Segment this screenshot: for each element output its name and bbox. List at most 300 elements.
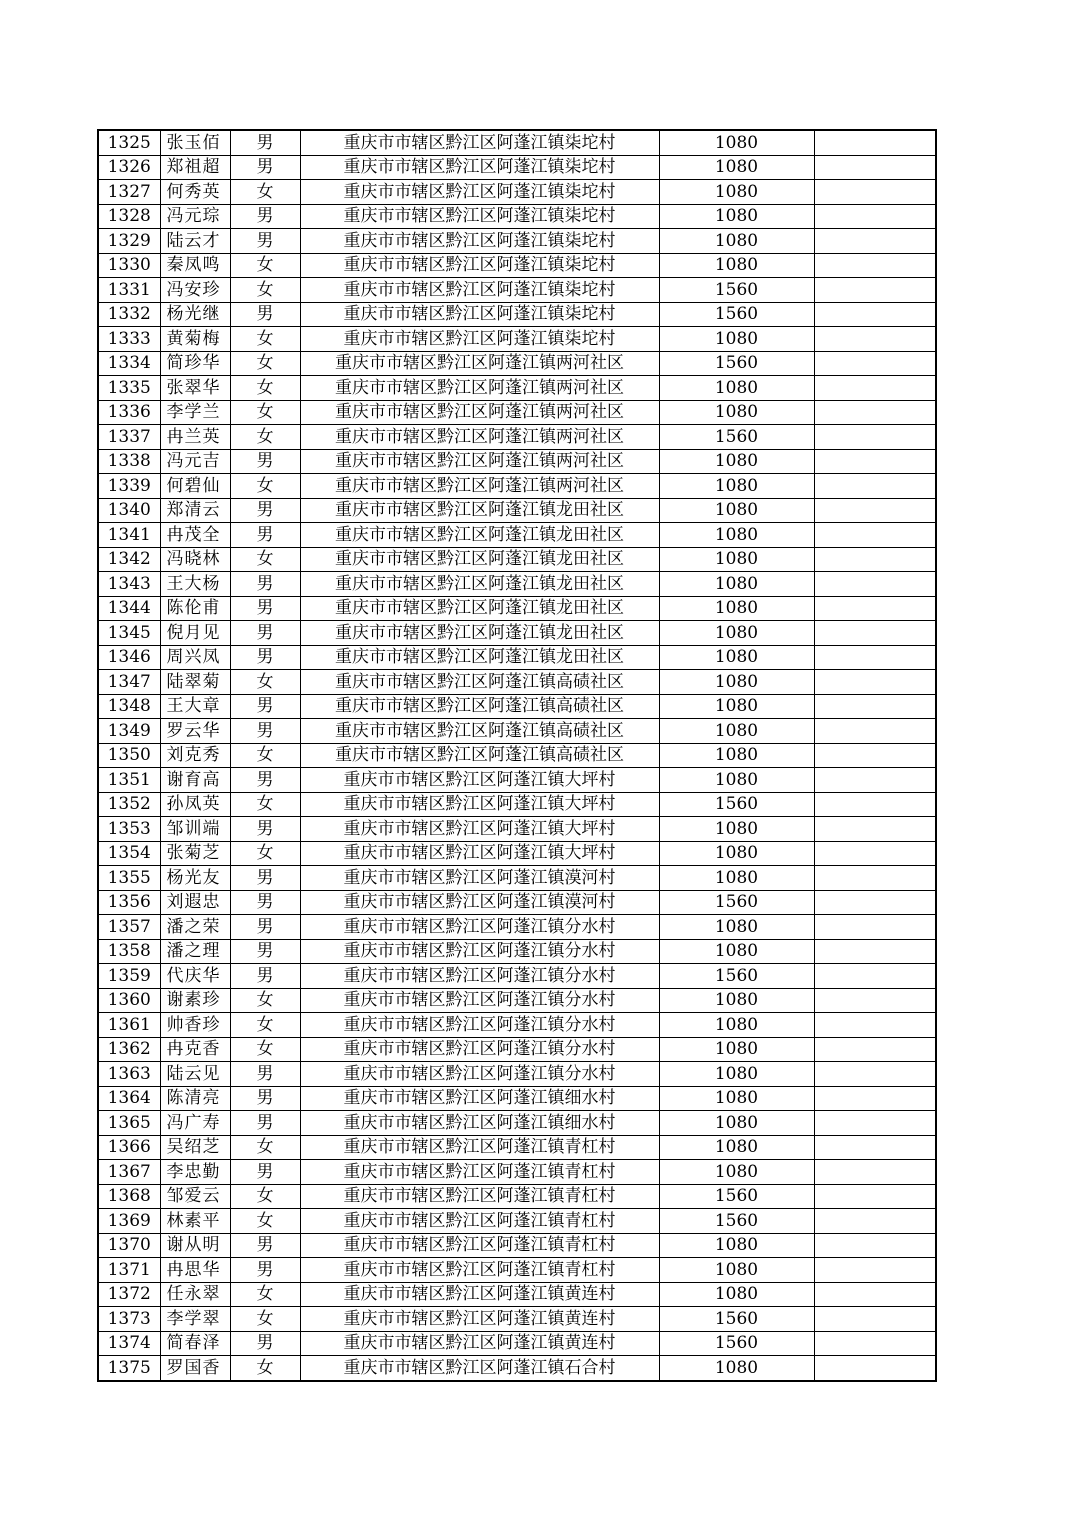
row-number-cell: 1357 <box>98 915 160 940</box>
gender-cell: 男 <box>230 964 300 989</box>
amount-cell: 1560 <box>659 351 814 376</box>
name-cell: 邹爱云 <box>160 1184 230 1209</box>
address-cell: 重庆市市辖区黔江区阿蓬江镇分水村 <box>300 1037 659 1062</box>
amount-cell: 1080 <box>659 229 814 254</box>
row-number-cell: 1355 <box>98 866 160 891</box>
gender-cell: 男 <box>230 596 300 621</box>
row-number-cell: 1372 <box>98 1282 160 1307</box>
gender-cell: 男 <box>230 719 300 744</box>
table-body <box>98 130 936 1381</box>
row-number-cell: 1348 <box>98 694 160 719</box>
table-row <box>98 1307 936 1332</box>
row-number-cell: 1360 <box>98 988 160 1013</box>
note-cell <box>814 1062 936 1087</box>
name-cell: 王大章 <box>160 694 230 719</box>
address-cell: 重庆市市辖区黔江区阿蓬江镇两河社区 <box>300 449 659 474</box>
note-cell <box>814 596 936 621</box>
gender-cell: 男 <box>230 645 300 670</box>
note-cell <box>814 253 936 278</box>
table-row <box>98 1233 936 1258</box>
amount-cell: 1080 <box>659 155 814 180</box>
amount-cell: 1080 <box>659 253 814 278</box>
table-row <box>98 474 936 499</box>
name-cell: 吴绍芝 <box>160 1135 230 1160</box>
note-cell <box>814 130 936 155</box>
row-number-cell: 1361 <box>98 1013 160 1038</box>
gender-cell: 男 <box>230 1111 300 1136</box>
address-cell: 重庆市市辖区黔江区阿蓬江镇柒坨村 <box>300 253 659 278</box>
row-number-cell: 1325 <box>98 130 160 155</box>
note-cell <box>814 645 936 670</box>
amount-cell: 1080 <box>659 1086 814 1111</box>
name-cell: 谢从明 <box>160 1233 230 1258</box>
amount-cell: 1080 <box>659 817 814 842</box>
row-number-cell: 1374 <box>98 1331 160 1356</box>
amount-cell: 1080 <box>659 1037 814 1062</box>
address-cell: 重庆市市辖区黔江区阿蓬江镇龙田社区 <box>300 523 659 548</box>
name-cell: 杨光友 <box>160 866 230 891</box>
table-row <box>98 1111 936 1136</box>
address-cell: 重庆市市辖区黔江区阿蓬江镇漠河村 <box>300 890 659 915</box>
name-cell: 冉茂全 <box>160 523 230 548</box>
table-row <box>98 204 936 229</box>
address-cell: 重庆市市辖区黔江区阿蓬江镇漠河村 <box>300 866 659 891</box>
name-cell: 罗国香 <box>160 1356 230 1381</box>
address-cell: 重庆市市辖区黔江区阿蓬江镇高碛社区 <box>300 719 659 744</box>
name-cell: 帅香珍 <box>160 1013 230 1038</box>
note-cell <box>814 1135 936 1160</box>
amount-cell: 1560 <box>659 890 814 915</box>
row-number-cell: 1359 <box>98 964 160 989</box>
address-cell: 重庆市市辖区黔江区阿蓬江镇青杠村 <box>300 1233 659 1258</box>
note-cell <box>814 327 936 352</box>
note-cell <box>814 939 936 964</box>
amount-cell: 1080 <box>659 645 814 670</box>
amount-cell: 1080 <box>659 327 814 352</box>
amount-cell: 1080 <box>659 1233 814 1258</box>
note-cell <box>814 1233 936 1258</box>
amount-cell: 1080 <box>659 204 814 229</box>
row-number-cell: 1329 <box>98 229 160 254</box>
gender-cell: 男 <box>230 523 300 548</box>
amount-cell: 1080 <box>659 1111 814 1136</box>
table-row <box>98 547 936 572</box>
table-row <box>98 1209 936 1234</box>
note-cell <box>814 719 936 744</box>
gender-cell: 男 <box>230 572 300 597</box>
address-cell: 重庆市市辖区黔江区阿蓬江镇龙田社区 <box>300 596 659 621</box>
row-number-cell: 1335 <box>98 376 160 401</box>
name-cell: 代庆华 <box>160 964 230 989</box>
name-cell: 潘之理 <box>160 939 230 964</box>
row-number-cell: 1362 <box>98 1037 160 1062</box>
table-row <box>98 1013 936 1038</box>
row-number-cell: 1373 <box>98 1307 160 1332</box>
gender-cell: 男 <box>230 890 300 915</box>
name-cell: 邹训端 <box>160 817 230 842</box>
note-cell <box>814 523 936 548</box>
table-row <box>98 155 936 180</box>
table-row <box>98 890 936 915</box>
name-cell: 陆云见 <box>160 1062 230 1087</box>
table-row <box>98 376 936 401</box>
gender-cell: 女 <box>230 743 300 768</box>
address-cell: 重庆市市辖区黔江区阿蓬江镇分水村 <box>300 1013 659 1038</box>
address-cell: 重庆市市辖区黔江区阿蓬江镇龙田社区 <box>300 547 659 572</box>
address-cell: 重庆市市辖区黔江区阿蓬江镇分水村 <box>300 1062 659 1087</box>
gender-cell: 女 <box>230 1135 300 1160</box>
amount-cell: 1080 <box>659 621 814 646</box>
address-cell: 重庆市市辖区黔江区阿蓬江镇两河社区 <box>300 376 659 401</box>
name-cell: 谢育高 <box>160 768 230 793</box>
address-cell: 重庆市市辖区黔江区阿蓬江镇细水村 <box>300 1086 659 1111</box>
row-number-cell: 1339 <box>98 474 160 499</box>
gender-cell: 男 <box>230 449 300 474</box>
gender-cell: 男 <box>230 498 300 523</box>
table-row <box>98 964 936 989</box>
note-cell <box>814 915 936 940</box>
address-cell: 重庆市市辖区黔江区阿蓬江镇青杠村 <box>300 1258 659 1283</box>
amount-cell: 1080 <box>659 1135 814 1160</box>
row-number-cell: 1352 <box>98 792 160 817</box>
table-row <box>98 278 936 303</box>
data-table <box>97 129 937 1382</box>
gender-cell: 女 <box>230 253 300 278</box>
row-number-cell: 1328 <box>98 204 160 229</box>
name-cell: 张菊芝 <box>160 841 230 866</box>
note-cell <box>814 1209 936 1234</box>
note-cell <box>814 1013 936 1038</box>
table-row <box>98 621 936 646</box>
gender-cell: 女 <box>230 376 300 401</box>
amount-cell: 1080 <box>659 1356 814 1381</box>
amount-cell: 1080 <box>659 988 814 1013</box>
note-cell <box>814 449 936 474</box>
amount-cell: 1080 <box>659 400 814 425</box>
amount-cell: 1560 <box>659 278 814 303</box>
note-cell <box>814 1307 936 1332</box>
table-row <box>98 645 936 670</box>
gender-cell: 女 <box>230 351 300 376</box>
amount-cell: 1080 <box>659 596 814 621</box>
address-cell: 重庆市市辖区黔江区阿蓬江镇黄连村 <box>300 1331 659 1356</box>
amount-cell: 1080 <box>659 449 814 474</box>
address-cell: 重庆市市辖区黔江区阿蓬江镇龙田社区 <box>300 498 659 523</box>
note-cell <box>814 204 936 229</box>
name-cell: 陈清亮 <box>160 1086 230 1111</box>
note-cell <box>814 376 936 401</box>
gender-cell: 男 <box>230 229 300 254</box>
name-cell: 任永翠 <box>160 1282 230 1307</box>
table-row <box>98 915 936 940</box>
table-row <box>98 1062 936 1087</box>
name-cell: 郑祖超 <box>160 155 230 180</box>
row-number-cell: 1358 <box>98 939 160 964</box>
name-cell: 孙凤英 <box>160 792 230 817</box>
address-cell: 重庆市市辖区黔江区阿蓬江镇柒坨村 <box>300 155 659 180</box>
note-cell <box>814 792 936 817</box>
table-row <box>98 180 936 205</box>
note-cell <box>814 964 936 989</box>
gender-cell: 女 <box>230 1184 300 1209</box>
name-cell: 冯晓林 <box>160 547 230 572</box>
gender-cell: 女 <box>230 988 300 1013</box>
gender-cell: 女 <box>230 841 300 866</box>
table-row <box>98 229 936 254</box>
name-cell: 刘克秀 <box>160 743 230 768</box>
table-row <box>98 1037 936 1062</box>
amount-cell: 1080 <box>659 498 814 523</box>
note-cell <box>814 1184 936 1209</box>
gender-cell: 男 <box>230 1160 300 1185</box>
address-cell: 重庆市市辖区黔江区阿蓬江镇青杠村 <box>300 1135 659 1160</box>
row-number-cell: 1351 <box>98 768 160 793</box>
amount-cell: 1560 <box>659 1307 814 1332</box>
address-cell: 重庆市市辖区黔江区阿蓬江镇分水村 <box>300 939 659 964</box>
gender-cell: 男 <box>230 621 300 646</box>
row-number-cell: 1371 <box>98 1258 160 1283</box>
note-cell <box>814 841 936 866</box>
gender-cell: 男 <box>230 1331 300 1356</box>
amount-cell: 1080 <box>659 1062 814 1087</box>
gender-cell: 男 <box>230 866 300 891</box>
address-cell: 重庆市市辖区黔江区阿蓬江镇青杠村 <box>300 1160 659 1185</box>
address-cell: 重庆市市辖区黔江区阿蓬江镇柒坨村 <box>300 180 659 205</box>
address-cell: 重庆市市辖区黔江区阿蓬江镇高碛社区 <box>300 670 659 695</box>
row-number-cell: 1337 <box>98 425 160 450</box>
note-cell <box>814 1160 936 1185</box>
table-row <box>98 1086 936 1111</box>
address-cell: 重庆市市辖区黔江区阿蓬江镇柒坨村 <box>300 327 659 352</box>
gender-cell: 女 <box>230 670 300 695</box>
amount-cell: 1080 <box>659 523 814 548</box>
amount-cell: 1560 <box>659 792 814 817</box>
note-cell <box>814 988 936 1013</box>
gender-cell: 男 <box>230 204 300 229</box>
amount-cell: 1560 <box>659 964 814 989</box>
table-row <box>98 866 936 891</box>
amount-cell: 1080 <box>659 841 814 866</box>
gender-cell: 女 <box>230 400 300 425</box>
gender-cell: 女 <box>230 474 300 499</box>
name-cell: 冯元琮 <box>160 204 230 229</box>
row-number-cell: 1338 <box>98 449 160 474</box>
gender-cell: 女 <box>230 327 300 352</box>
row-number-cell: 1340 <box>98 498 160 523</box>
amount-cell: 1560 <box>659 302 814 327</box>
note-cell <box>814 1037 936 1062</box>
note-cell <box>814 351 936 376</box>
table-row <box>98 400 936 425</box>
row-number-cell: 1327 <box>98 180 160 205</box>
row-number-cell: 1349 <box>98 719 160 744</box>
note-cell <box>814 1282 936 1307</box>
amount-cell: 1080 <box>659 572 814 597</box>
name-cell: 冯元吉 <box>160 449 230 474</box>
note-cell <box>814 155 936 180</box>
row-number-cell: 1365 <box>98 1111 160 1136</box>
name-cell: 陆云才 <box>160 229 230 254</box>
name-cell: 郑清云 <box>160 498 230 523</box>
table-row <box>98 1258 936 1283</box>
table-row <box>98 841 936 866</box>
address-cell: 重庆市市辖区黔江区阿蓬江镇大坪村 <box>300 792 659 817</box>
name-cell: 潘之荣 <box>160 915 230 940</box>
amount-cell: 1080 <box>659 1013 814 1038</box>
amount-cell: 1080 <box>659 719 814 744</box>
name-cell: 冉兰英 <box>160 425 230 450</box>
name-cell: 倪月见 <box>160 621 230 646</box>
gender-cell: 男 <box>230 768 300 793</box>
address-cell: 重庆市市辖区黔江区阿蓬江镇两河社区 <box>300 400 659 425</box>
row-number-cell: 1341 <box>98 523 160 548</box>
name-cell: 谢素珍 <box>160 988 230 1013</box>
amount-cell: 1080 <box>659 1160 814 1185</box>
address-cell: 重庆市市辖区黔江区阿蓬江镇细水村 <box>300 1111 659 1136</box>
gender-cell: 女 <box>230 1013 300 1038</box>
name-cell: 冯安珍 <box>160 278 230 303</box>
name-cell: 黄菊梅 <box>160 327 230 352</box>
note-cell <box>814 278 936 303</box>
row-number-cell: 1375 <box>98 1356 160 1381</box>
gender-cell: 女 <box>230 1209 300 1234</box>
table-row <box>98 743 936 768</box>
address-cell: 重庆市市辖区黔江区阿蓬江镇分水村 <box>300 915 659 940</box>
note-cell <box>814 1331 936 1356</box>
address-cell: 重庆市市辖区黔江区阿蓬江镇龙田社区 <box>300 621 659 646</box>
row-number-cell: 1344 <box>98 596 160 621</box>
amount-cell: 1080 <box>659 376 814 401</box>
row-number-cell: 1363 <box>98 1062 160 1087</box>
name-cell: 简春泽 <box>160 1331 230 1356</box>
table-row <box>98 425 936 450</box>
amount-cell: 1080 <box>659 768 814 793</box>
address-cell: 重庆市市辖区黔江区阿蓬江镇分水村 <box>300 964 659 989</box>
note-cell <box>814 180 936 205</box>
row-number-cell: 1326 <box>98 155 160 180</box>
amount-cell: 1560 <box>659 425 814 450</box>
row-number-cell: 1332 <box>98 302 160 327</box>
row-number-cell: 1367 <box>98 1160 160 1185</box>
table-row <box>98 1331 936 1356</box>
table-row <box>98 498 936 523</box>
row-number-cell: 1366 <box>98 1135 160 1160</box>
table-row <box>98 694 936 719</box>
note-cell <box>814 768 936 793</box>
note-cell <box>814 400 936 425</box>
row-number-cell: 1336 <box>98 400 160 425</box>
address-cell: 重庆市市辖区黔江区阿蓬江镇分水村 <box>300 988 659 1013</box>
address-cell: 重庆市市辖区黔江区阿蓬江镇石合村 <box>300 1356 659 1381</box>
row-number-cell: 1347 <box>98 670 160 695</box>
gender-cell: 女 <box>230 1282 300 1307</box>
gender-cell: 男 <box>230 1258 300 1283</box>
row-number-cell: 1356 <box>98 890 160 915</box>
address-cell: 重庆市市辖区黔江区阿蓬江镇龙田社区 <box>300 645 659 670</box>
gender-cell: 女 <box>230 1307 300 1332</box>
address-cell: 重庆市市辖区黔江区阿蓬江镇龙田社区 <box>300 572 659 597</box>
gender-cell: 女 <box>230 278 300 303</box>
gender-cell: 女 <box>230 1356 300 1381</box>
note-cell <box>814 1356 936 1381</box>
gender-cell: 男 <box>230 130 300 155</box>
table-row <box>98 817 936 842</box>
row-number-cell: 1345 <box>98 621 160 646</box>
name-cell: 张玉佰 <box>160 130 230 155</box>
row-number-cell: 1368 <box>98 1184 160 1209</box>
gender-cell: 女 <box>230 792 300 817</box>
amount-cell: 1080 <box>659 130 814 155</box>
name-cell: 罗云华 <box>160 719 230 744</box>
table-row <box>98 1160 936 1185</box>
address-cell: 重庆市市辖区黔江区阿蓬江镇黄连村 <box>300 1282 659 1307</box>
amount-cell: 1560 <box>659 1331 814 1356</box>
note-cell <box>814 817 936 842</box>
note-cell <box>814 572 936 597</box>
name-cell: 冯广寿 <box>160 1111 230 1136</box>
name-cell: 何碧仙 <box>160 474 230 499</box>
table-row <box>98 670 936 695</box>
name-cell: 秦凤鸣 <box>160 253 230 278</box>
amount-cell: 1080 <box>659 915 814 940</box>
name-cell: 林素平 <box>160 1209 230 1234</box>
note-cell <box>814 1111 936 1136</box>
row-number-cell: 1333 <box>98 327 160 352</box>
row-number-cell: 1353 <box>98 817 160 842</box>
note-cell <box>814 1258 936 1283</box>
gender-cell: 女 <box>230 1037 300 1062</box>
amount-cell: 1560 <box>659 1209 814 1234</box>
note-cell <box>814 498 936 523</box>
note-cell <box>814 621 936 646</box>
table-row <box>98 1282 936 1307</box>
row-number-cell: 1354 <box>98 841 160 866</box>
row-number-cell: 1334 <box>98 351 160 376</box>
name-cell: 李学翠 <box>160 1307 230 1332</box>
note-cell <box>814 694 936 719</box>
name-cell: 王大杨 <box>160 572 230 597</box>
address-cell: 重庆市市辖区黔江区阿蓬江镇柒坨村 <box>300 229 659 254</box>
note-cell <box>814 547 936 572</box>
address-cell: 重庆市市辖区黔江区阿蓬江镇高碛社区 <box>300 694 659 719</box>
gender-cell: 女 <box>230 180 300 205</box>
row-number-cell: 1342 <box>98 547 160 572</box>
amount-cell: 1080 <box>659 939 814 964</box>
table-row <box>98 449 936 474</box>
note-cell <box>814 866 936 891</box>
row-number-cell: 1330 <box>98 253 160 278</box>
amount-cell: 1080 <box>659 694 814 719</box>
row-number-cell: 1346 <box>98 645 160 670</box>
note-cell <box>814 743 936 768</box>
table-row <box>98 1184 936 1209</box>
address-cell: 重庆市市辖区黔江区阿蓬江镇高碛社区 <box>300 743 659 768</box>
note-cell <box>814 302 936 327</box>
table-row <box>98 939 936 964</box>
gender-cell: 男 <box>230 817 300 842</box>
gender-cell: 男 <box>230 915 300 940</box>
gender-cell: 男 <box>230 1233 300 1258</box>
address-cell: 重庆市市辖区黔江区阿蓬江镇两河社区 <box>300 474 659 499</box>
row-number-cell: 1350 <box>98 743 160 768</box>
table-row <box>98 351 936 376</box>
gender-cell: 男 <box>230 302 300 327</box>
address-cell: 重庆市市辖区黔江区阿蓬江镇柒坨村 <box>300 204 659 229</box>
name-cell: 陆翠菊 <box>160 670 230 695</box>
note-cell <box>814 890 936 915</box>
amount-cell: 1080 <box>659 866 814 891</box>
table-row <box>98 130 936 155</box>
